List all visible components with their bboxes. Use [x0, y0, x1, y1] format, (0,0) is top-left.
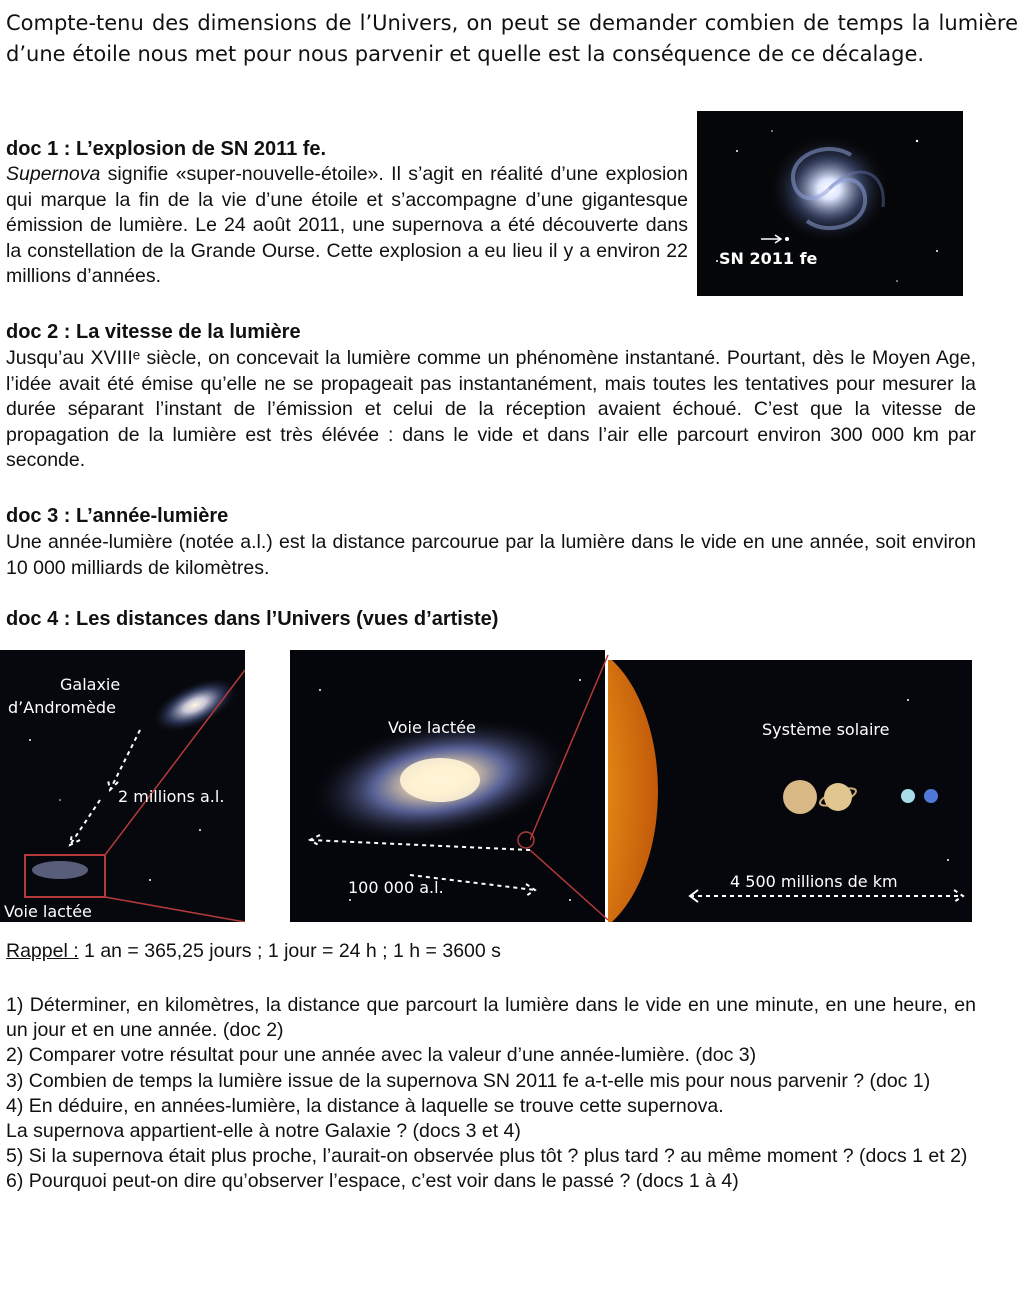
andromeda-label-2: d’Andromède	[8, 698, 116, 717]
solar-system-label: Système solaire	[762, 720, 890, 739]
rappel-text: 1 an = 365,25 jours ; 1 jour = 24 h ; 1 h = 3600 s	[78, 940, 501, 962]
intro-text: Compte-tenu des dimensions de l’Univers, on peut se demander combien de temps la lumière d’une étoile nous met pour nous parvenir et quelle est la conséquence de ce décalage.	[6, 11, 1018, 66]
doc4-title: doc 4 : Les distances dans l’Univers (vues d’artiste)	[6, 608, 499, 630]
arrow-icon	[761, 235, 781, 243]
questions-list	[6, 993, 976, 1195]
rappel-line	[6, 940, 501, 963]
andromeda-panel	[0, 650, 245, 922]
andromeda-distance: 2 millions a.l.	[118, 787, 225, 806]
question-1: 1) Déterminer, en kilomètres, la distance que parcourt la lumière dans le vide en une minute, en une heure, en un jour et en une année. (doc 2)	[6, 994, 976, 1042]
doc2-title: doc 2 : La vitesse de la lumière	[6, 321, 301, 343]
supernova-image	[697, 111, 963, 296]
doc2-text: Jusqu’au XVIIIᵉ siècle, on concevait la lumière comme un phénomène instantané. Pourtant, dès le Moyen Age, l’idée avait été émise qu’elle ne se propageait pas instantanément, mais toutes les tentatives pour mesurer la durée séparant l’instant de l’émission et celui de la réception avaient échoué. C’est que la vitesse de propagation de la lumière est très élévée : dans le vide et dans l’air elle parcourt environ 300 000 km par seconde.	[6, 347, 976, 471]
milky-way-label: Voie lactée	[388, 718, 476, 737]
andromeda-illustration	[0, 650, 245, 922]
jupiter-shape	[783, 780, 817, 814]
doc1-title: doc 1 : L’explosion de SN 2011 fe.	[6, 138, 327, 160]
question-3: 3) Combien de temps la lumière issue de la supernova SN 2011 fe a-t-elle mis pour nous parvenir ? (doc 1)	[6, 1069, 931, 1092]
question-5: 5) Si la supernova était plus proche, l’aurait-on observée plus tôt ? plus tard ? au même moment ? (docs 1 et 2)	[6, 1145, 968, 1168]
doc3-title: doc 3 : L’année-lumière	[6, 505, 229, 527]
sun-shape	[608, 660, 658, 922]
uranus-shape	[901, 789, 915, 803]
doc1-body: signifie «super-nouvelle-étoile». Il s’agit en réalité d’une explosion qui marque la fin de la vie d’une étoile et s’accompagne d’une gigantesque émission de lumière. Le 24 août 2011, une supernova a été découverte dans la constellation de la Grande Ourse. Cette explosion a eu lieu il y a environ 22 millions d’années.	[6, 163, 688, 287]
supernova-label: SN 2011 fe	[719, 249, 818, 268]
doc3-text: Une année-lumière (notée a.l.) est la distance parcourue par la lumière dans le vide en une année, soit environ 10 000 milliards de kilomètres.	[6, 531, 976, 579]
neptune-shape	[924, 789, 938, 803]
question-2: 2) Comparer votre résultat pour une année avec la valeur d’une année-lumière. (doc 3)	[6, 1044, 757, 1067]
solar-system-panel	[608, 660, 972, 922]
saturn-shape	[824, 783, 852, 811]
question-4b: La supernova appartient-elle à notre Galaxie ? (docs 3 et 4)	[6, 1120, 521, 1143]
voie-lactee-label-small: Voie lactée	[4, 902, 92, 921]
milky-way-distance: 100 000 a.l.	[348, 878, 444, 897]
andromeda-label-1: Galaxie	[60, 675, 121, 694]
question-6: 6) Pourquoi peut-on dire qu’observer l’espace, c’est voir dans le passé ? (docs 1 à 4)	[6, 1170, 739, 1193]
solar-system-distance: 4 500 millions de km	[730, 872, 898, 891]
doc1-text	[6, 162, 688, 290]
rappel-label: Rappel :	[6, 940, 79, 962]
doc1-term: Supernova	[6, 163, 101, 185]
question-4: 4) En déduire, en années-lumière, la distance à laquelle se trouve cette supernova.	[6, 1094, 724, 1117]
supernova-star	[785, 237, 789, 241]
galaxy-m101-illustration	[697, 111, 963, 296]
